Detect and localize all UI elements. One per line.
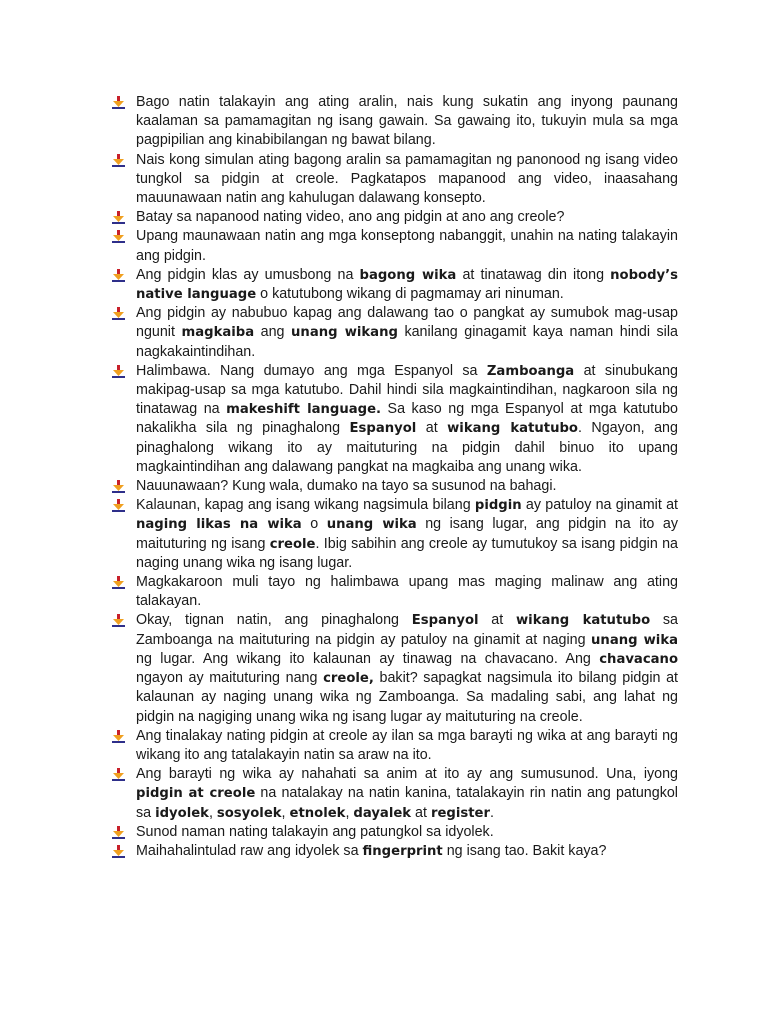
text-segment: Upang maunawaan natin ang mga konseptong nabanggit, unahin na nating talakayin ang pidgin. [136, 228, 678, 264]
text-segment: at [478, 612, 516, 629]
bullet-item [112, 362, 678, 477]
bullet-item [112, 823, 678, 842]
down-arrow-bullet-icon [112, 96, 125, 109]
bullet-item [112, 573, 678, 611]
bullet-item [112, 765, 678, 823]
text-segment: na natalakay na natin kanina, tatalakayin rin natin ang patungkol sa [136, 785, 678, 821]
bold-term: unang wika [326, 517, 417, 533]
bold-term: register [430, 805, 490, 821]
bullet-item [112, 227, 678, 265]
bullet-item [112, 151, 678, 209]
down-arrow-bullet-icon [112, 154, 125, 167]
text-segment: Ang barayti ng wika ay nahahati sa anim at ito ay ang sumusunod. Una, iyong [136, 766, 678, 783]
bullet-item [112, 304, 678, 362]
bold-term: makeshift language. [226, 402, 382, 418]
text-segment: . Ngayon, ang pinaghalong wikang ito ay maituturing na pidgin dahil binuo ito upang magkaintindihan ang dalawang pangkat na magkaiba ang unang wika. [136, 420, 678, 475]
bold-term: magkaiba [181, 325, 255, 341]
bold-term: Espanyol [411, 613, 479, 629]
bullet-item [112, 93, 678, 151]
bold-term: unang wika [591, 632, 678, 648]
text-segment: , [281, 804, 290, 821]
down-arrow-bullet-icon [112, 211, 125, 224]
down-arrow-bullet-icon [112, 499, 125, 512]
text-segment: Ang tinalakay nating pidgin at creole ay ilan sa mga barayti ng wika at ang barayti ng wikang ito ang tatalakayin natin sa araw na ito. [136, 727, 678, 763]
text-segment: ng isang tao. Bakit kaya? [442, 842, 607, 859]
text-segment: at sinubukang makipag-usap sa mga katutubo. Dahil hindi sila magkaintindihan, nagkaroon sila ng tinatawag na [136, 362, 679, 418]
down-arrow-bullet-icon [112, 768, 125, 781]
bold-term: naging likas na wika [136, 517, 302, 533]
text-segment: kanilang ginagamit kaya naman hindi sila nagkakaintindihan. [136, 324, 678, 360]
bold-term: creole, [323, 671, 374, 687]
text-segment: ng lugar. Ang wikang ito kalaunan ay tinawag na chavacano. Ang [136, 650, 600, 667]
bold-term: etnolek [289, 805, 346, 821]
down-arrow-bullet-icon [112, 845, 125, 858]
bold-term: creole [269, 536, 316, 552]
down-arrow-bullet-icon [112, 576, 125, 589]
text-segment: , [208, 804, 217, 821]
text-segment: Kalaunan, kapag ang isang wikang nagsimula bilang [136, 497, 475, 514]
text-segment: at tinatawag din itong [456, 266, 611, 283]
text-segment: o katutubong wikang di pagmamay ari ninuman. [256, 286, 564, 303]
bold-term: nobody’s native language [136, 267, 678, 303]
text-segment: Okay, tignan natin, ang pinaghalong [136, 612, 412, 629]
text-segment: sa Zamboanga na maituturing na pidgin ay patuloy na ginamit at naging [136, 612, 678, 648]
text-segment: ay patuloy na ginamit at [521, 497, 678, 514]
down-arrow-bullet-icon [112, 730, 125, 743]
text-segment: Nais kong simulan ating bagong aralin sa pamamagitan ng panonood ng isang video tungkol sa pidgin at creole. Pagkatapos mapanood ang video, inaasahang mauunawaan natin ang kahulugan dalawang konsepto. [136, 151, 678, 207]
bullet-item [112, 727, 678, 765]
bold-term: sosyolek [216, 805, 282, 821]
down-arrow-bullet-icon [112, 365, 125, 378]
bold-term: idyolek [155, 805, 209, 821]
text-segment: Bago natin talakayin ang ating aralin, nais kung sukatin ang inyong paunang kaalaman sa pamamagitan ng isang gawain. Sa gawaing ito, tukuyin mula sa mga pagpipilian ang kinabibilangan ng bawat bilang. [136, 94, 678, 149]
bullet-item [112, 208, 678, 227]
bold-term: dayalek [353, 805, 412, 821]
bold-term: Espanyol [349, 421, 417, 437]
text-segment: ang [254, 324, 292, 341]
bold-term: pidgin at creole [136, 786, 256, 802]
text-segment: bakit? sapagkat nagsimula ito bilang pidgin at kalaunan ay naging unang wika ng Zamboanga. Sa madaling sabi, ang lahat ng pidgin na nagiging unang wika ng isang lugar ay maituturing na creole. [136, 670, 679, 725]
text-segment: Halimbawa. Nang dumayo ang mga Espanyol sa [136, 362, 487, 379]
text-segment: . [489, 804, 494, 821]
text-segment: Sa kaso ng mga Espanyol at mga katutubo nakalikha sila ng pinaghalong [136, 401, 678, 437]
text-segment: at [411, 804, 431, 821]
down-arrow-bullet-icon [112, 614, 125, 627]
text-segment: ng isang lugar, ang pidgin na ito ay maituturing ng isang [136, 516, 678, 552]
bold-term: pidgin [474, 498, 522, 514]
bold-term: wikang katutubo [447, 421, 578, 437]
bold-term: bagong wika [359, 267, 457, 283]
text-segment: Magkakaroon muli tayo ng halimbawa upang mas maging malinaw ang ating talakayan. [136, 574, 678, 610]
bullet-item [112, 477, 678, 496]
bold-term: unang wikang [291, 325, 398, 341]
text-segment: at [416, 420, 448, 437]
bullet-item [112, 611, 678, 726]
text-segment: Sunod naman nating talakayin ang patungkol sa idyolek. [136, 823, 494, 840]
text-segment: Ang pidgin klas ay umusbong na [136, 266, 360, 283]
text-segment: Maihahalintulad raw ang idyolek sa [136, 842, 363, 859]
bold-term: wikang katutubo [516, 613, 651, 629]
down-arrow-bullet-icon [112, 826, 125, 839]
down-arrow-bullet-icon [112, 230, 125, 243]
text-segment: Ang pidgin ay nabubuo kapag ang dalawang tao o pangkat ay sumubok mag-usap ngunit [136, 305, 678, 341]
bold-term: chavacano [599, 651, 678, 667]
bullet-item [112, 496, 678, 573]
down-arrow-bullet-icon [112, 269, 125, 282]
bullet-item [112, 842, 678, 861]
bullet-list [112, 93, 678, 861]
down-arrow-bullet-icon [112, 307, 125, 320]
bullet-item [112, 266, 678, 304]
bold-term: fingerprint [362, 843, 443, 859]
text-segment: . Ibig sabihin ang creole ay tumutukoy sa isang pidgin na naging unang wika ng isang lugar. [136, 535, 678, 571]
text-segment: Batay sa napanood nating video, ano ang pidgin at ano ang creole? [136, 209, 565, 226]
text-segment: , [345, 804, 354, 821]
bold-term: Zamboanga [486, 363, 575, 379]
text-segment: o [301, 516, 327, 533]
text-segment: Nauunawaan? Kung wala, dumako na tayo sa susunod na bahagi. [136, 478, 557, 495]
down-arrow-bullet-icon [112, 480, 125, 493]
text-segment: ngayon ay maituturing nang [136, 670, 324, 687]
